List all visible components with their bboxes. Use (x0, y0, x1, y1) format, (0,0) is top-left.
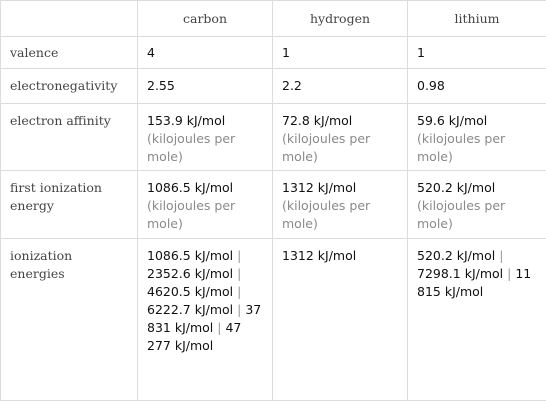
energy-value: 47 277 kJ/mol (147, 320, 241, 353)
energy-value: 11 815 kJ/mol (417, 266, 531, 299)
value-text: 153.9 kJ/mol (147, 112, 263, 130)
row-first-ionization-energy (1, 171, 546, 239)
separator: | (507, 266, 511, 281)
row-electron-affinity (1, 104, 546, 171)
cell-first-ionization-hydrogen (273, 171, 408, 239)
cell-electronegativity-hydrogen: 2.2 (273, 69, 408, 104)
energy-value: 37 831 kJ/mol (147, 302, 261, 335)
value-text: 72.8 kJ/mol (282, 112, 398, 130)
unit-note: (kilojoules per mole) (282, 130, 398, 166)
row-label-electronegativity: electronegativity (1, 69, 138, 104)
unit-note: (kilojoules per mole) (147, 130, 263, 166)
energy-value: 7298.1 kJ/mol (417, 266, 503, 281)
unit-note: (kilojoules per mole) (417, 130, 537, 166)
cell-electronegativity-carbon: 2.55 (138, 69, 273, 104)
energy-value: 4620.5 kJ/mol (147, 284, 233, 299)
row-electronegativity (1, 69, 546, 104)
cell-ionization-energies-carbon (138, 239, 273, 401)
energy-value: 6222.7 kJ/mol (147, 302, 233, 317)
separator: | (499, 248, 503, 263)
column-header-hydrogen: hydrogen (273, 1, 408, 37)
cell-electronegativity-lithium: 0.98 (408, 69, 546, 104)
unit-note: (kilojoules per mole) (282, 197, 398, 233)
separator: | (217, 320, 221, 335)
row-label-valence: valence (1, 37, 138, 69)
header-row (1, 1, 546, 37)
energy-value: 2352.6 kJ/mol (147, 266, 233, 281)
row-label-first-ionization-energy: first ionization energy (1, 171, 138, 239)
separator: | (237, 284, 241, 299)
cell-electron-affinity-lithium (408, 104, 546, 171)
cell-ionization-energies-hydrogen (273, 239, 408, 401)
value-text: 1086.5 kJ/mol (147, 179, 263, 197)
row-ionization-energies (1, 239, 546, 401)
separator: | (237, 248, 241, 263)
row-label-ionization-energies: ionization energies (1, 239, 138, 401)
separator: | (237, 302, 241, 317)
separator: | (237, 266, 241, 281)
unit-note: (kilojoules per mole) (147, 197, 263, 233)
value-text: 59.6 kJ/mol (417, 112, 537, 130)
cell-valence-carbon: 4 (138, 37, 273, 69)
row-valence (1, 37, 546, 69)
energy-value: 1312 kJ/mol (282, 248, 356, 263)
row-label-electron-affinity: electron affinity (1, 104, 138, 171)
column-header-lithium: lithium (408, 1, 546, 37)
value-text: 520.2 kJ/mol (417, 179, 537, 197)
cell-first-ionization-carbon (138, 171, 273, 239)
cell-first-ionization-lithium (408, 171, 546, 239)
cell-electron-affinity-carbon (138, 104, 273, 171)
energy-value: 520.2 kJ/mol (417, 248, 495, 263)
column-header-carbon: carbon (138, 1, 273, 37)
cell-valence-lithium: 1 (408, 37, 546, 69)
cell-ionization-energies-lithium (408, 239, 546, 401)
cell-valence-hydrogen: 1 (273, 37, 408, 69)
value-text: 1312 kJ/mol (282, 179, 398, 197)
energy-value: 1086.5 kJ/mol (147, 248, 233, 263)
header-corner (1, 1, 138, 37)
unit-note: (kilojoules per mole) (417, 197, 537, 233)
cell-electron-affinity-hydrogen (273, 104, 408, 171)
